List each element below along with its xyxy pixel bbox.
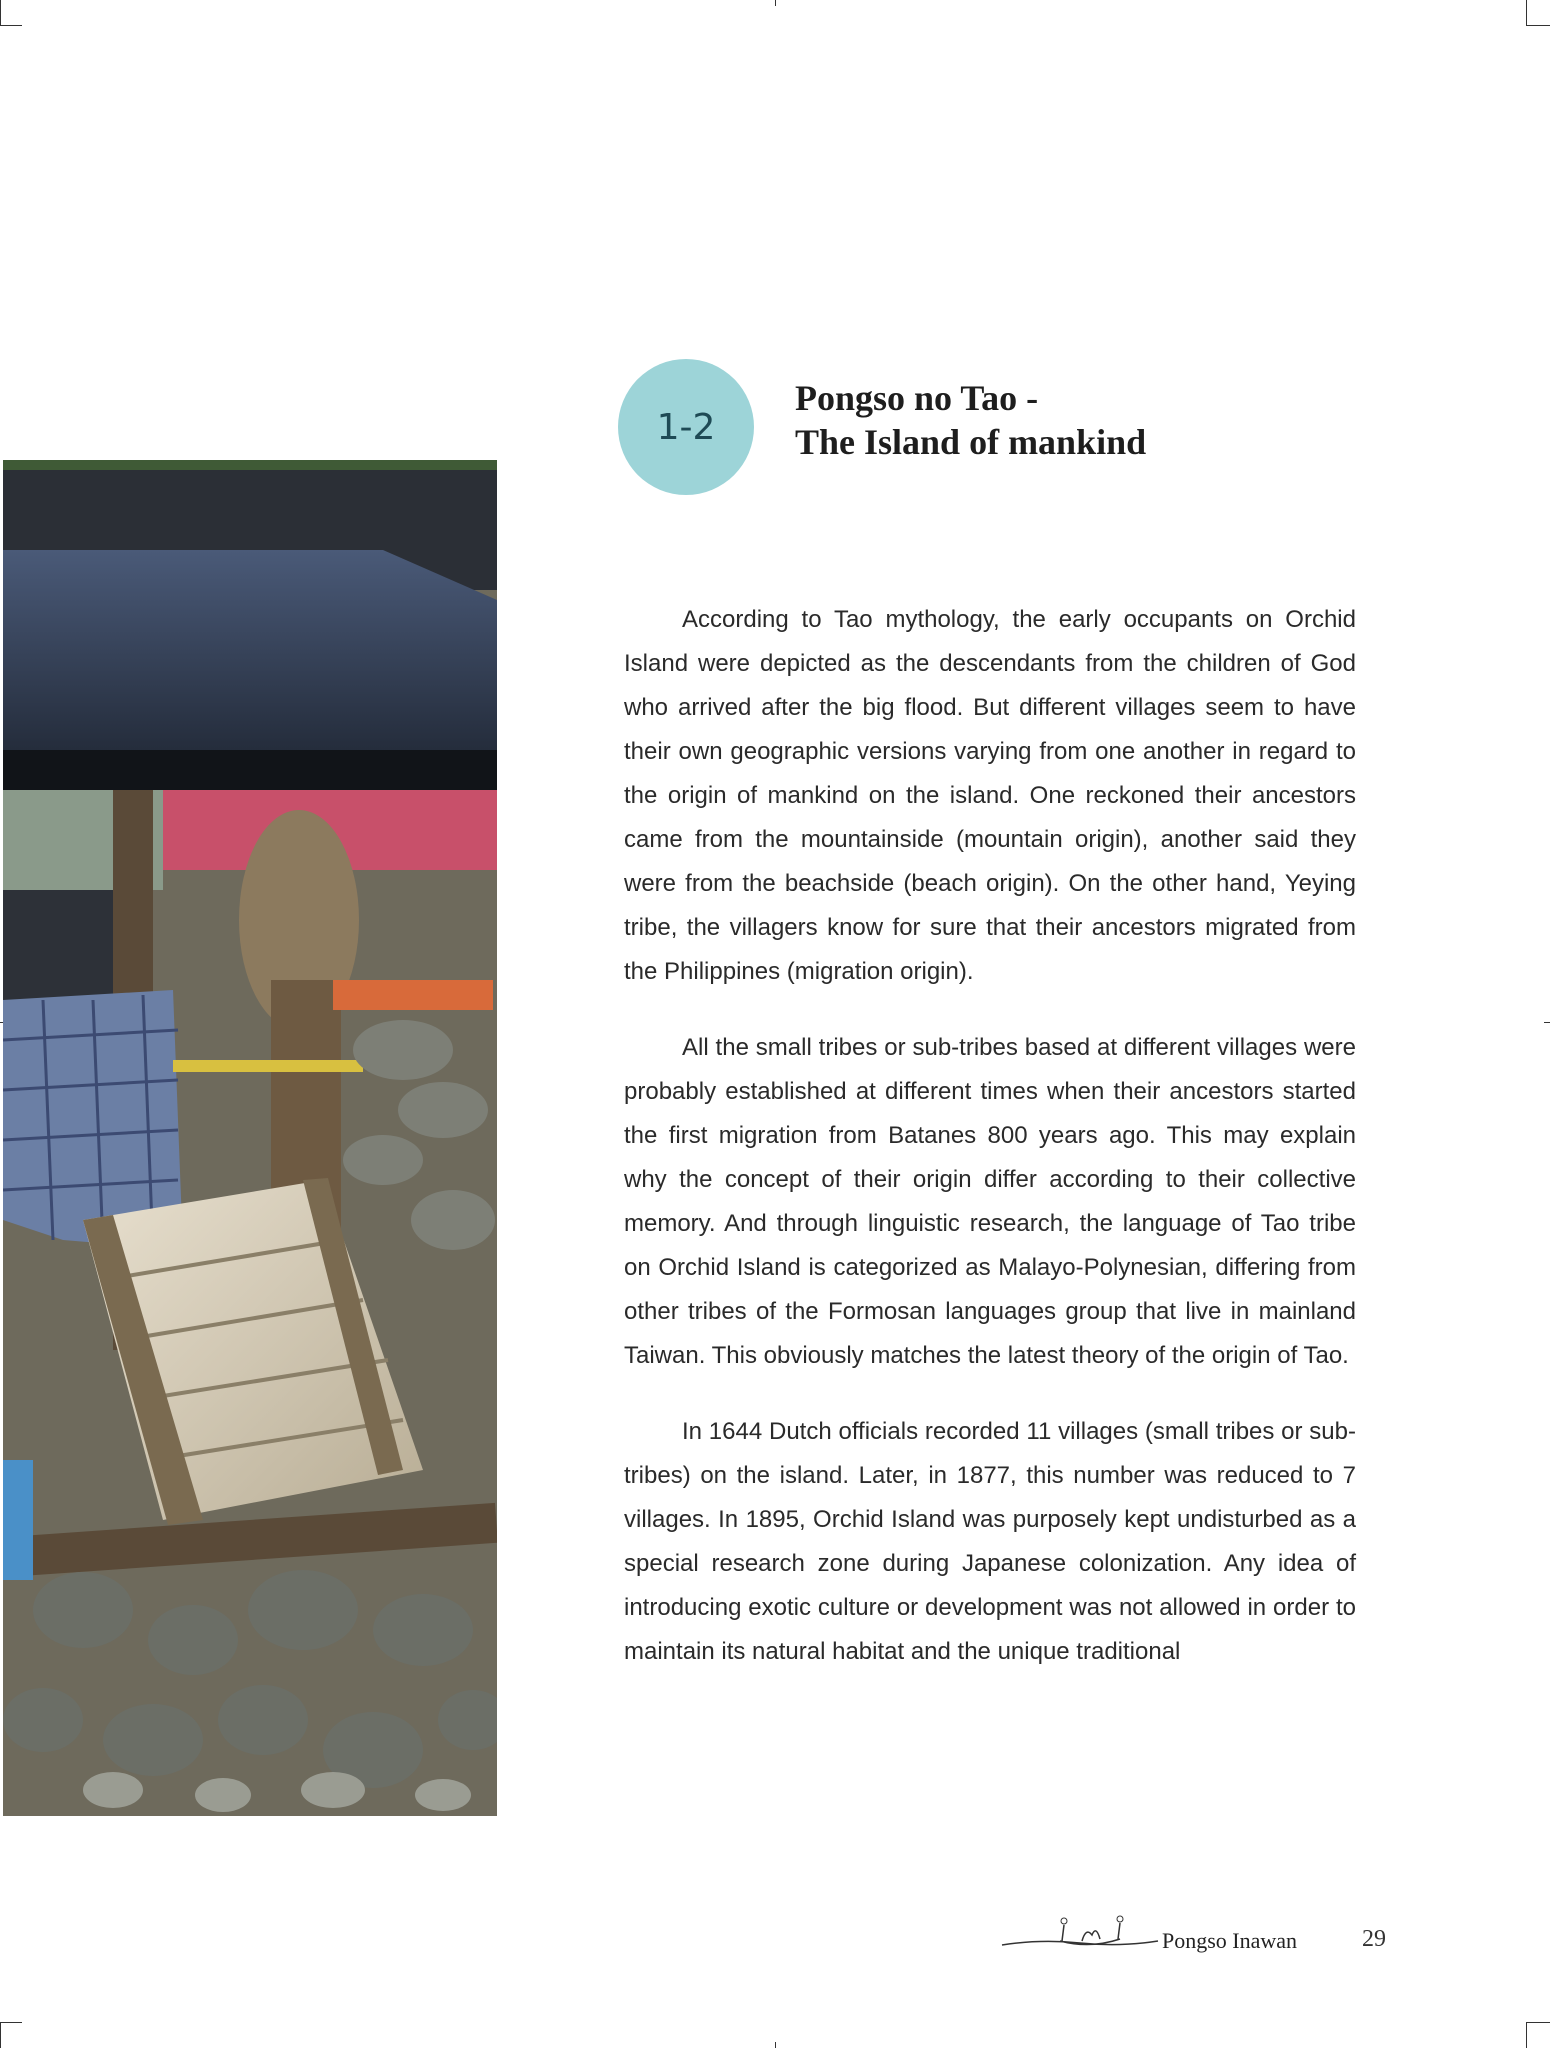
book-title: Pongso Inawan — [1162, 1928, 1298, 1953]
section-number-badge — [618, 359, 754, 495]
crop-mark — [775, 0, 776, 6]
crop-mark — [775, 2042, 776, 2048]
village-photo — [3, 460, 497, 1816]
title-line-1: Pongso no Tao - — [795, 378, 1039, 418]
page-number: 29 — [1362, 1926, 1386, 1952]
crop-mark — [1544, 1022, 1550, 1023]
body-text — [624, 598, 1356, 1706]
crop-mark — [0, 0, 1, 26]
paragraph: All the small tribes or sub-tribes based at different villages were probably established at different times when their ancestors started the first migration from Batanes 800 years ago. This may explain why the concept of their origin differ according to their collective memory. And through linguistic research, the language of Tao tribe on Orchid Island is categorized as Malayo-Polynesian, differing from other tribes of the Formosan languages group that live in mainland Taiwan. This obviously matches the latest theory of the origin of Tao. — [624, 1034, 1356, 1369]
crop-mark — [0, 2022, 22, 2023]
crop-mark — [0, 25, 22, 26]
section-number: 1-2 — [656, 406, 716, 448]
canoe-icon — [1000, 1905, 1160, 1955]
section-title — [795, 376, 1395, 464]
paragraph: According to Tao mythology, the early occupants on Orchid Island were depicted as the descendants from the children of God who arrived after the big flood. But different villages seem to have their own geographic versions varying from one another in regard to the origin of mankind on the island. One reckoned their ancestors came from the mountainside (mountain origin), another said they were from the beachside (beach origin). On the other hand, Yeying tribe, the villagers know for sure that their ancestors migrated from the Philippines (migration origin). — [624, 606, 1356, 985]
crop-mark — [1526, 2022, 1527, 2048]
crop-mark — [1526, 2022, 1550, 2023]
paragraph: In 1644 Dutch officials recorded 11 villages (small tribes or sub-tribes) on the island. Later, in 1877, this number was reduced to 7 villages. In 1895, Orchid Island was purposely kept undisturbed as a special research zone during Japanese colonization. Any idea of introducing exotic culture or development was not allowed in order to maintain its natural habitat and the unique traditional — [624, 1418, 1356, 1665]
crop-mark — [0, 2022, 1, 2048]
title-line-2: The Island of mankind — [795, 422, 1147, 462]
crop-mark — [1526, 0, 1527, 26]
crop-mark — [1526, 25, 1550, 26]
